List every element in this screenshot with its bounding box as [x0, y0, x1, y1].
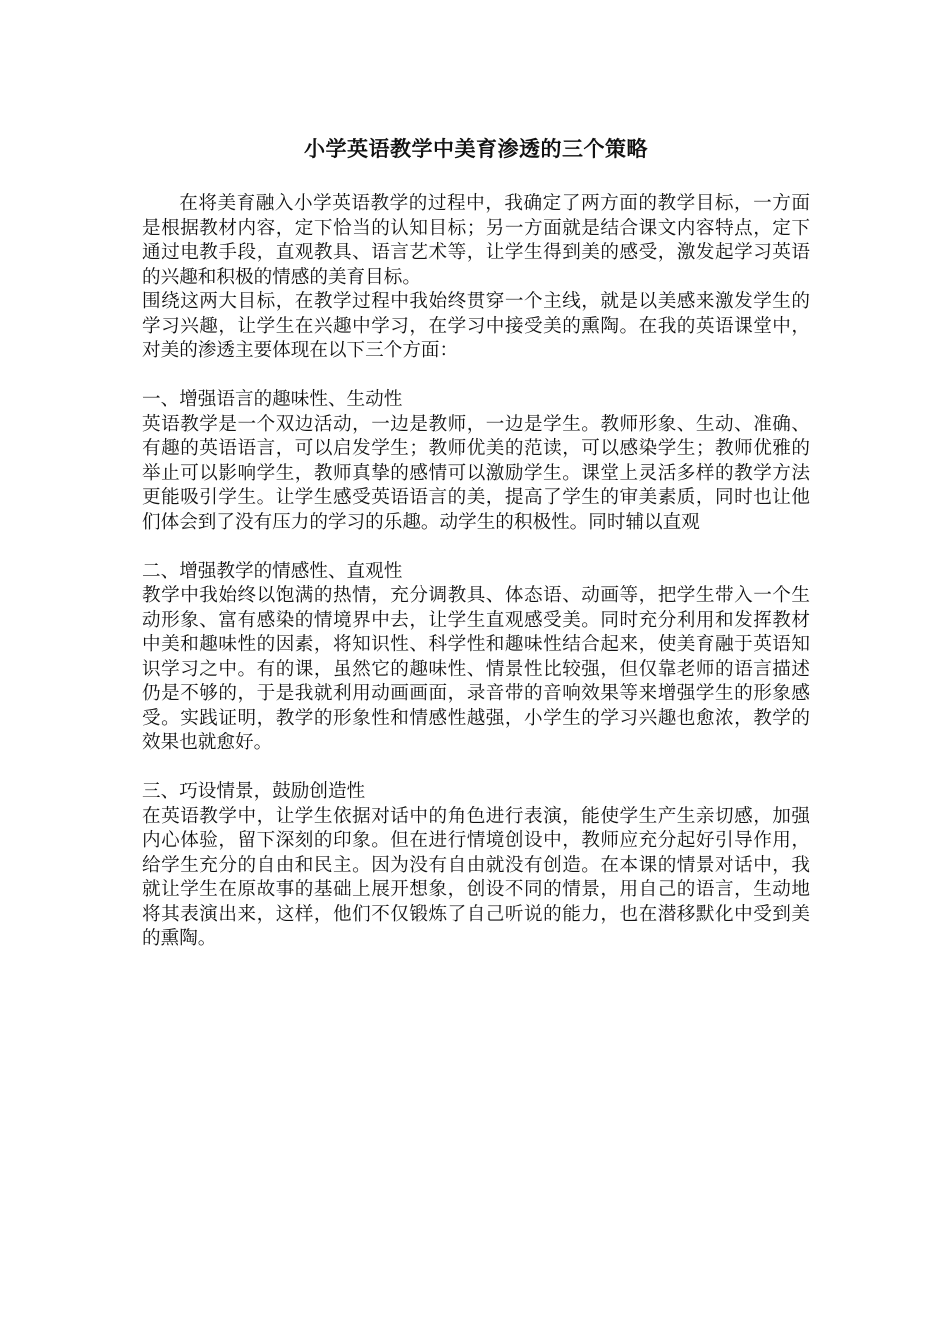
section-heading: 三、巧设情景，鼓励创造性: [142, 781, 366, 802]
section-1: [142, 388, 810, 535]
section-spacer: [142, 364, 810, 389]
document-page: [142, 132, 810, 952]
section-3: [142, 780, 810, 952]
intro-paragraph-1: 在将美育融入小学英语教学的过程中，我确定了两方面的教学目标，一方面是根据教材内容，定下恰当的认知目标；另一方面就是结合课文内容特点，定下通过电教手段，直观教具、语言艺术等，让学生得到美的感受，激发起学习英语的兴趣和积极的情感的美育目标。: [142, 193, 810, 288]
section-body: 在英语教学中，让学生依据对话中的角色进行表演，能使学生产生亲切感，加强内心体验，留下深刻的印象。但在进行情境创设中，教师应充分起好引导作用，给学生充分的自由和民主。因为没有自由就没有创造。在本课的情景对话中，我就让学生在原故事的基础上展开想象，创设不同的情景，用自己的语言，生动地将其表演出来，这样，他们不仅锻炼了自己听说的能力，也在潜移默化中受到美的熏陶。: [142, 805, 810, 949]
section-body: 英语教学是一个双边活动，一边是教师，一边是学生。教师形象、生动、准确、有趣的英语语言，可以启发学生；教师优美的范读，可以感染学生；教师优雅的举止可以影响学生，教师真挚的感情可以激励学生。课堂上灵活多样的教学方法更能吸引学生。让学生感受英语语言的美，提高了学生的审美素质，同时也让他们体会到了没有压力的学习的乐趣。动学生的积极性。同时辅以直观: [142, 413, 810, 533]
section-spacer: [142, 756, 810, 781]
intro-paragraph-2: 围绕这两大目标，在教学过程中我始终贯穿一个主线，就是以美感来激发学生的学习兴趣，让学生在兴趣中学习，在学习中接受美的熏陶。在我的英语课堂中，对美的渗透主要体现在以下三个方面：: [142, 291, 810, 361]
section-heading: 一、增强语言的趣味性、生动性: [142, 389, 403, 410]
section-body: 教学中我始终以饱满的热情，充分调教具、体态语、动画等，把学生带入一个生动形象、富有感染的情境界中去，让学生直观感受美。同时充分利用和发挥教材中美和趣味性的因素，将知识性、科学性和趣味性结合起来，使美育融于英语知识学习之中。有的课，虽然它的趣味性、情景性比较强，但仅靠老师的语言描述仍是不够的，于是我就利用动画画面，录音带的音响效果等来增强学生的形象感受。实践证明，教学的形象性和情感性越强，小学生的学习兴趣也愈浓，教学的效果也就愈好。: [142, 585, 810, 753]
document-title: 小学英语教学中美育渗透的三个策略: [304, 136, 648, 161]
section-2: [142, 560, 810, 756]
section-spacer: [142, 535, 810, 560]
section-heading: 二、增强教学的情感性、直观性: [142, 560, 403, 582]
